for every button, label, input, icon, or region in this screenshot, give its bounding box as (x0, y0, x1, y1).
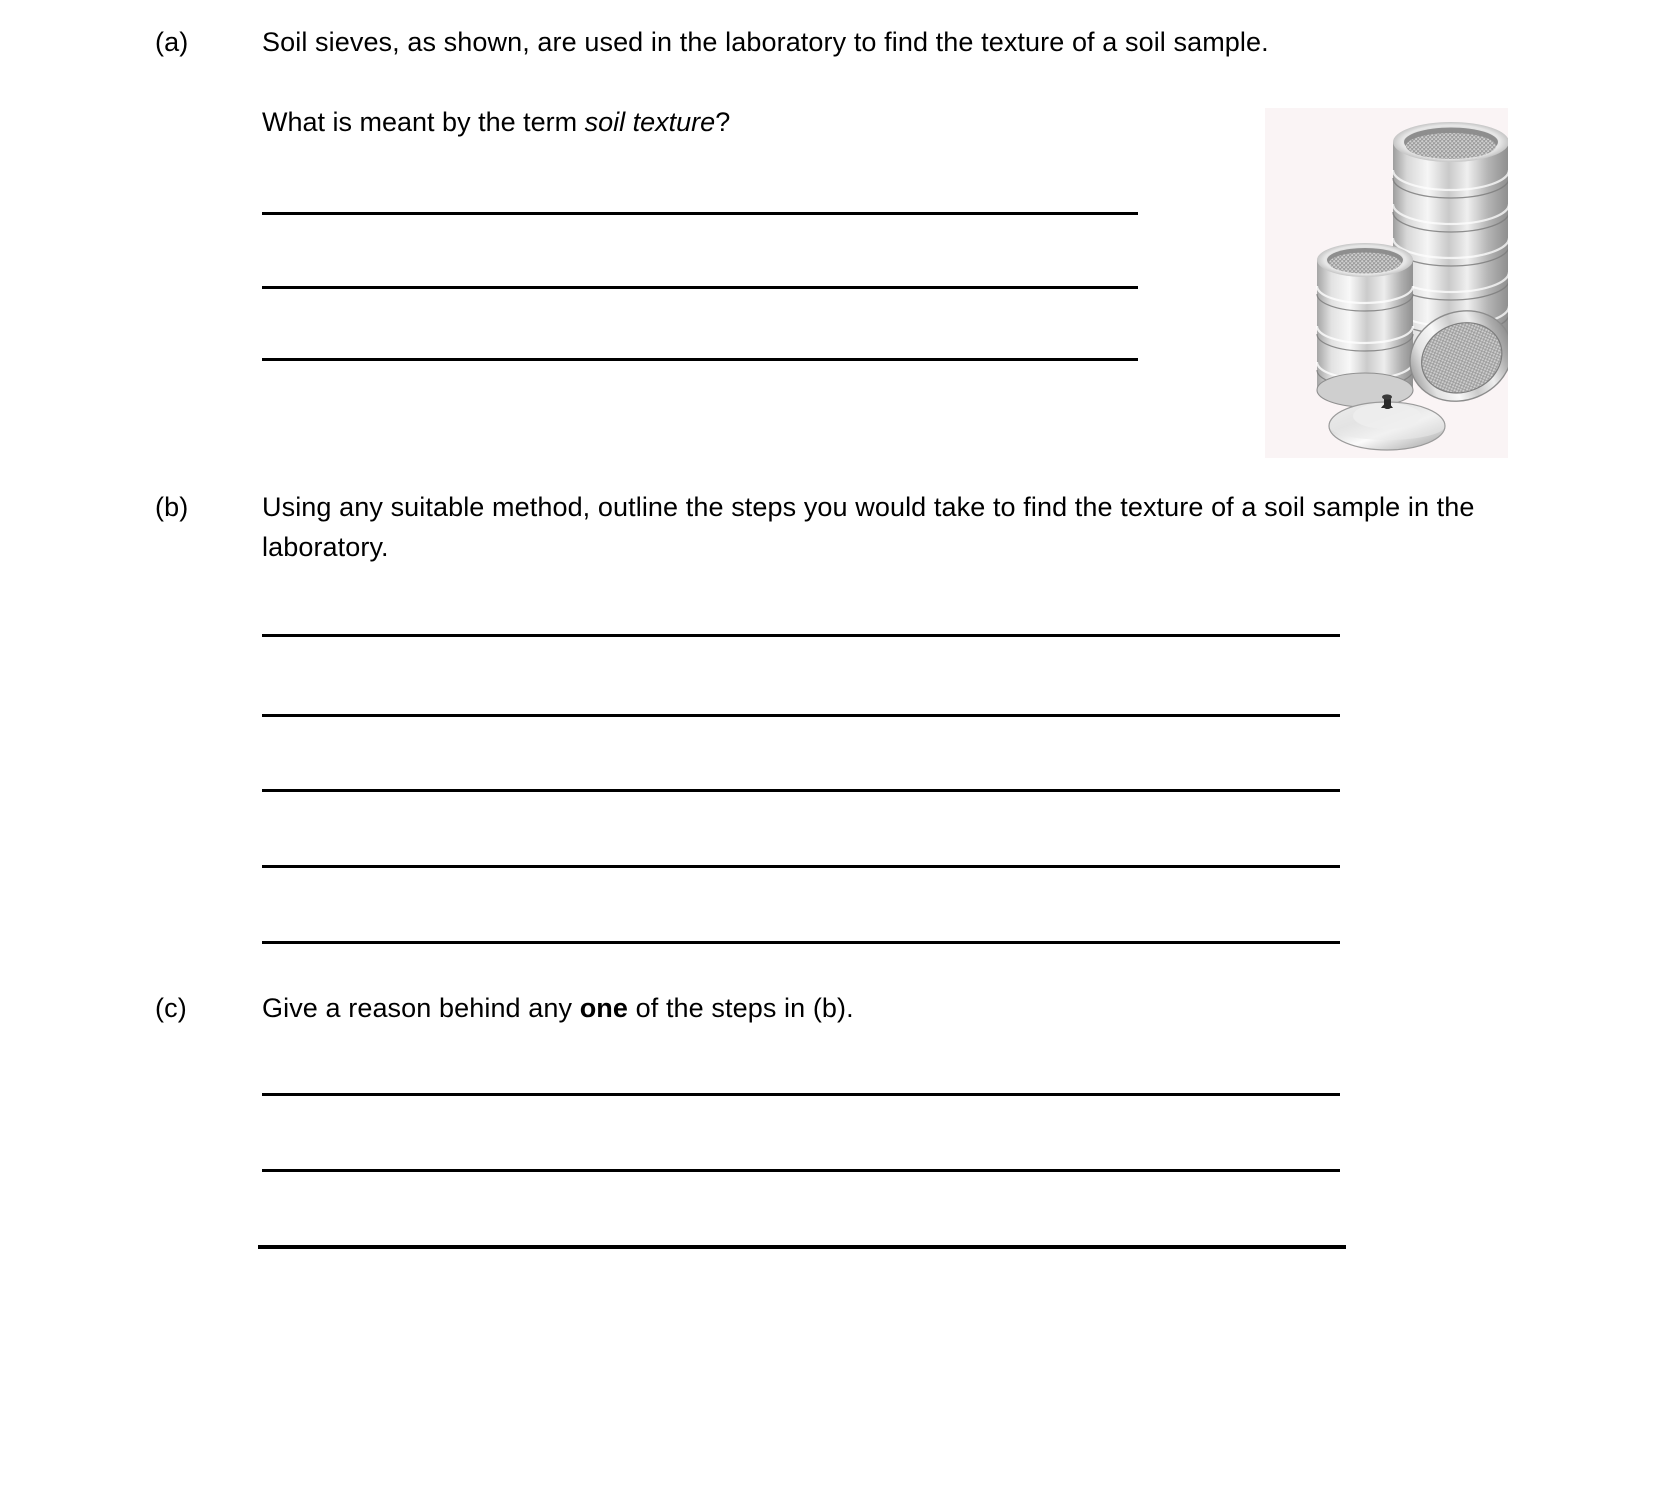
answer-line-c-3[interactable] (258, 1245, 1346, 1249)
answer-line-b-5[interactable] (262, 941, 1340, 944)
question-b-label: (b) (155, 492, 189, 522)
answer-line-c-1[interactable] (262, 1093, 1340, 1096)
question-a-subtext-suffix: ? (715, 107, 731, 137)
question-a-subtext (262, 102, 730, 142)
question-a-subtext-italic: soil texture (584, 107, 716, 137)
answer-line-b-3[interactable] (262, 789, 1340, 792)
answer-line-b-1[interactable] (262, 634, 1340, 637)
answer-line-c-2[interactable] (262, 1169, 1340, 1172)
answer-line-b-2[interactable] (262, 714, 1340, 717)
question-a-label: (a) (155, 27, 189, 57)
answer-line-a-2[interactable] (262, 286, 1138, 289)
soil-sieves-image (1265, 108, 1508, 458)
question-a-row (155, 22, 1485, 62)
question-c-text-before: Give a reason behind any (262, 993, 580, 1023)
answer-line-a-1[interactable] (262, 212, 1138, 215)
question-c-text (262, 988, 854, 1028)
sieve-stack-short (1317, 243, 1413, 407)
answer-line-a-3[interactable] (262, 358, 1138, 361)
answer-line-b-4[interactable] (262, 865, 1340, 868)
question-b-row (155, 487, 1495, 567)
question-c-bold-word: one (579, 993, 629, 1023)
question-c-label: (c) (155, 993, 187, 1023)
question-b-text: Using any suitable method, outline the steps you would take to find the texture of a soil sample in the laboratory. (262, 492, 1483, 562)
question-c-text-after: of the steps in (b). (628, 993, 854, 1023)
question-c-row (155, 988, 1495, 1028)
question-a-subtext-prefix: What is meant by the term (262, 107, 585, 137)
question-a-text: Soil sieves, as shown, are used in the laboratory to find the texture of a soil sample. (262, 27, 1269, 57)
